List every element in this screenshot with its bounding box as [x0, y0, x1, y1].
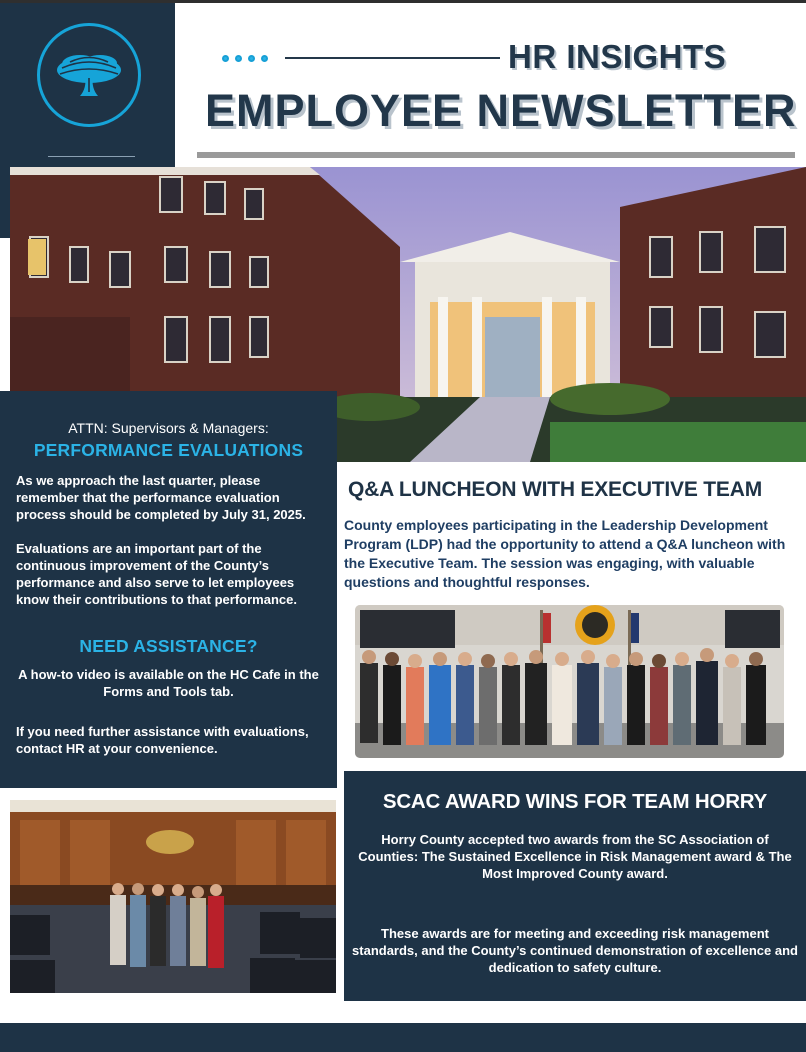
tree-logo: [37, 23, 141, 127]
decor-dot: [248, 55, 255, 62]
performance-heading: PERFORMANCE EVALUATIONS: [33, 440, 304, 460]
header-rule: [285, 57, 500, 59]
decor-dot: [235, 55, 242, 62]
award-heading: SCAC AWARD WINS FOR TEAM HORRY: [382, 790, 768, 813]
group-photo: [355, 605, 784, 758]
kicker-title: HR INSIGHTS: [508, 38, 727, 75]
assistance-heading: NEED ASSISTANCE?: [79, 636, 258, 656]
footer-bar: [0, 1023, 806, 1052]
tree-icon: [40, 26, 138, 124]
council-chamber-photo: [10, 800, 336, 993]
attn-label: ATTN: Supervisors & Managers:: [68, 420, 269, 436]
assistance-paragraph: If you need further assistance with evaluations, contact HR at your convenience.: [16, 724, 309, 756]
divider: [48, 156, 135, 157]
performance-paragraph: Evaluations are an important part of the continuous improvement of the County’s performance and also serve to let employees know their contributions to that performance.: [16, 541, 297, 607]
qa-heading: Q&A LUNCHEON WITH EXECUTIVE TEAM: [348, 478, 762, 501]
assistance-paragraph: A how-to video is available on the HC Cafe in the Forms and Tools tab.: [18, 667, 319, 699]
decor-dot: [222, 55, 229, 62]
title-underline: [197, 152, 795, 158]
qa-paragraph: County employees participating in the Leadership Development Program (LDP) had the opportunity to attend a Q&A luncheon with the Executive Team. The session was engaging, with valuable questions and thoughtful responses.: [344, 517, 786, 590]
performance-paragraph: As we approach the last quarter, please remember that the performance evaluation process should be completed by July 31, 2025.: [16, 473, 306, 522]
award-paragraph: Horry County accepted two awards from the SC Association of Counties: The Sustained Excellence in Risk Management award & The Most Improved County award.: [358, 832, 792, 881]
newsletter-title: EMPLOYEE NEWSLETTER: [205, 85, 797, 136]
decor-dot: [261, 55, 268, 62]
award-paragraph: These awards are for meeting and exceeding risk management standards, and the County’s continued demonstration of excellence and dedication to safety culture.: [352, 926, 798, 975]
